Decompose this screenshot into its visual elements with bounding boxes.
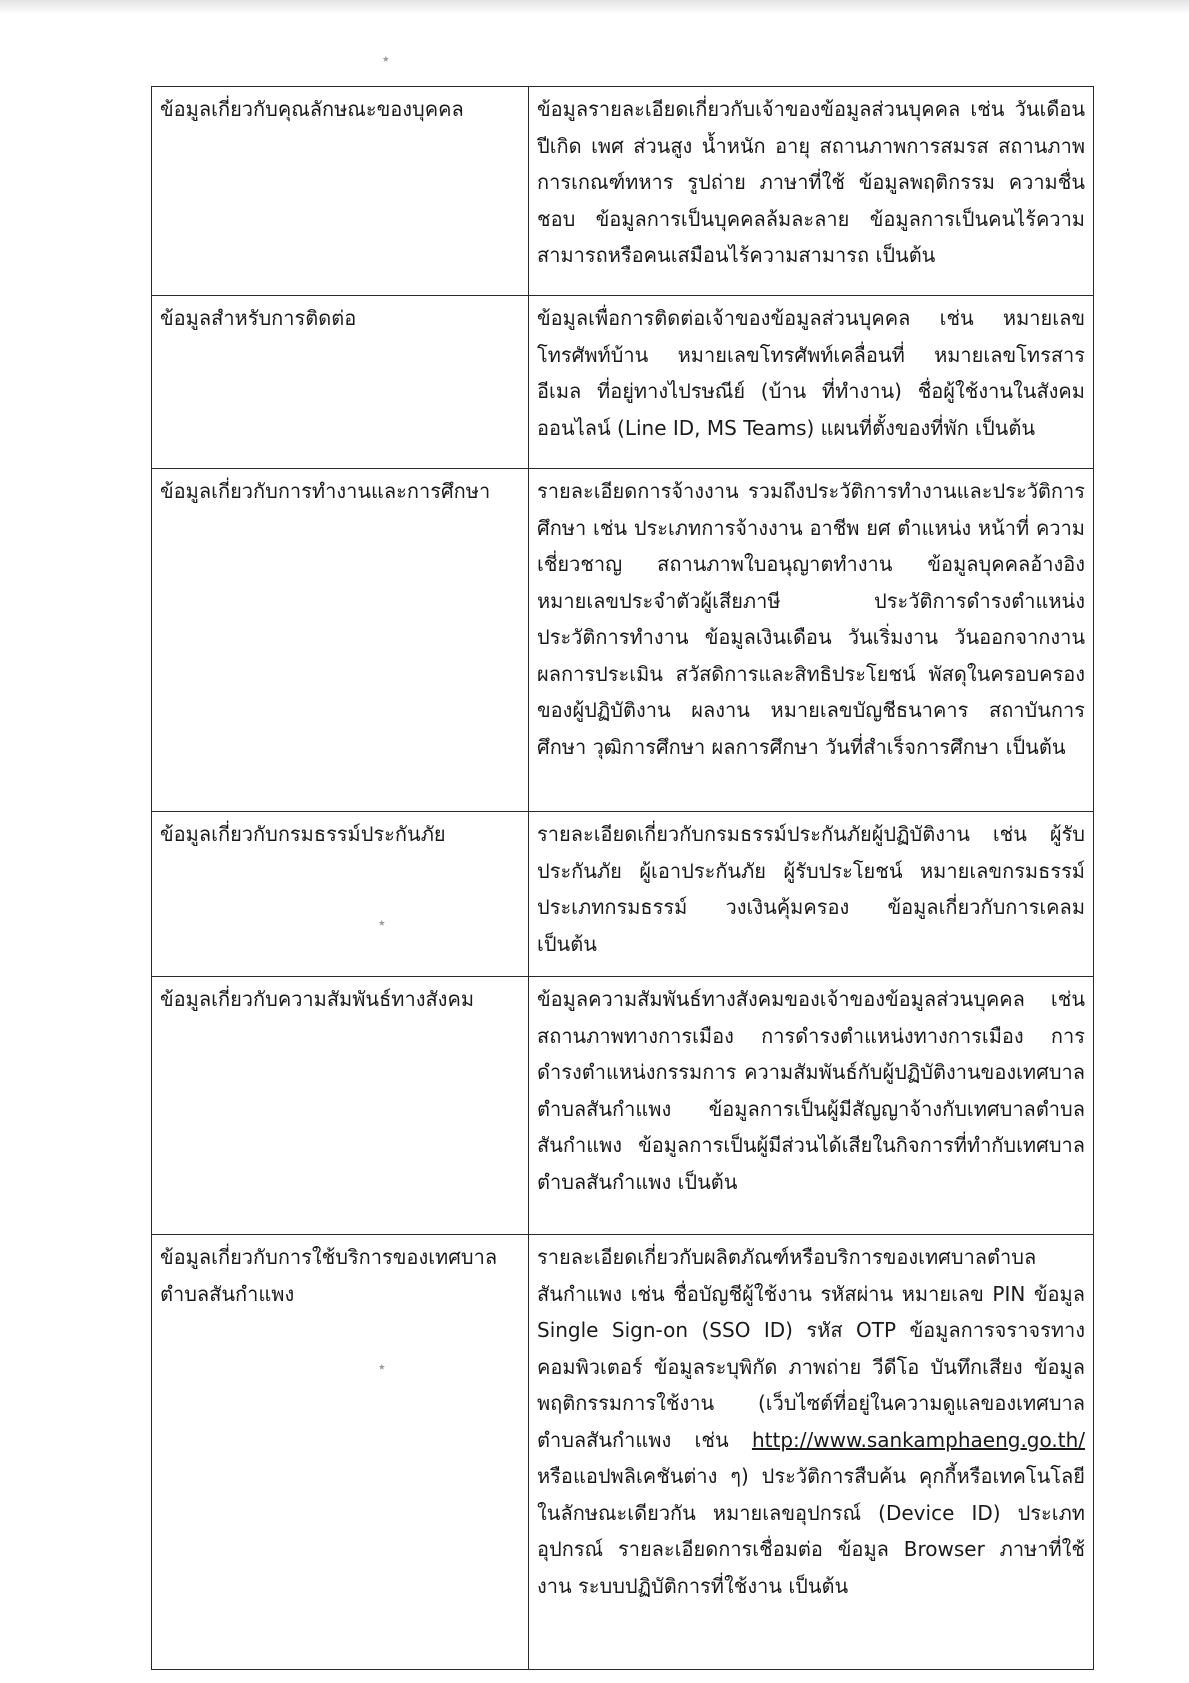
table-row: [152, 296, 1094, 469]
table-row: [152, 977, 1094, 1235]
description-cell: รายละเอียดการจ้างงาน รวมถึงประวัติการทำงานและประวัติการศึกษา เช่น ประเภทการจ้างงาน อาชีพ ยศ ตำแหน่ง หน้าที่ ความเชี่ยวชาญ สถานภาพใบอนุญาตทำงาน ข้อมูลบุคคลอ้างอิง หมายเลขประจำตัวผู้เสียภาษี ประวัติการดำรงตำแหน่ง ประวัติการทำงาน ข้อมูลเงินเดือน วันเริ่มงาน วันออกจากงาน ผลการประเมิน สวัสดิการและสิทธิประโยชน์ พัสดุในครอบครองของผู้ปฏิบัติงาน ผลงาน หมายเลขบัญชีธนาคาร สถาบันการศึกษา วุฒิการศึกษา ผลการศึกษา วันที่สำเร็จการศึกษา เป็นต้น: [529, 469, 1094, 812]
personal-data-table: [151, 86, 1094, 1670]
description-text: หรือแอปพลิเคชันต่าง ๆ) ประวัติการสืบค้น คุกกี้หรือเทคโนโลยีในลักษณะเดียวกัน หมายเลขอุปกรณ์ (Device ID) ประเภทอุปกรณ์ รายละเอียดการเชื่อมต่อ ข้อมูล Browser ภาษาที่ใช้งาน ระบบปฏิบัติการที่ใช้งาน เป็นต้น: [537, 1464, 1085, 1598]
category-cell: ข้อมูลสำหรับการติดต่อ: [152, 296, 529, 469]
description-cell: ข้อมูลรายละเอียดเกี่ยวกับเจ้าของข้อมูลส่วนบุคคล เช่น วันเดือนปีเกิด เพศ ส่วนสูง น้ำหนัก อายุ สถานภาพการสมรส สถานภาพ การเกณฑ์ทหาร รูปถ่าย ภาษาที่ใช้ ข้อมูลพฤติกรรม ความชื่นชอบ ข้อมูลการเป็นบุคคลล้มละลาย ข้อมูลการเป็นคนไร้ความสามารถหรือคนเสมือนไร้ความสามารถ เป็นต้น: [529, 87, 1094, 296]
description-cell: [529, 1235, 1094, 1670]
description-text: รายละเอียดเกี่ยวกับผลิตภัณฑ์หรือบริการของเทศบาลตำบลสันกำแพง เช่น ชื่อบัญชีผู้ใช้งาน รหัสผ่าน หมายเลข PIN ข้อมูล Single Sign-on (SSO ID) รหัส OTP ข้อมูลการจราจรทางคอมพิวเตอร์ ข้อมูลระบุพิกัด ภาพถ่าย วีดีโอ บันทึกเสียง ข้อมูลพฤติกรรมการใช้งาน (เว็บไซต์ที่อยู่ในความดูแลของเทศบาลตำบลสันกำแพง เช่น: [537, 1245, 1085, 1452]
website-link[interactable]: http://www.sankamphaeng.go.th/: [751, 1427, 1085, 1452]
scan-speck: ٭: [382, 51, 390, 67]
category-cell: ข้อมูลเกี่ยวกับการใช้บริการของเทศบาลตำบลสันกำแพง: [152, 1235, 529, 1670]
scan-speck: ٭: [378, 915, 386, 931]
scan-edge: [0, 0, 1189, 14]
table-row: [152, 812, 1094, 977]
category-cell: ข้อมูลเกี่ยวกับการทำงานและการศึกษา: [152, 469, 529, 812]
category-cell: ข้อมูลเกี่ยวกับความสัมพันธ์ทางสังคม: [152, 977, 529, 1235]
description-cell: รายละเอียดเกี่ยวกับกรมธรรม์ประกันภัยผู้ปฏิบัติงาน เช่น ผู้รับประกันภัย ผู้เอาประกันภัย ผู้รับประโยชน์ หมายเลขกรมธรรม์ ประเภทกรมธรรม์ วงเงินคุ้มครอง ข้อมูลเกี่ยวกับการเคลม เป็นต้น: [529, 812, 1094, 977]
category-cell: ข้อมูลเกี่ยวกับกรมธรรม์ประกันภัย: [152, 812, 529, 977]
table-row: [152, 87, 1094, 296]
table-row: [152, 469, 1094, 812]
description-cell: ข้อมูลความสัมพันธ์ทางสังคมของเจ้าของข้อมูลส่วนบุคคล เช่น สถานภาพทางการเมือง การดำรงตำแหน่งทางการเมือง การดำรงตำแหน่งกรรมการ ความสัมพันธ์กับผู้ปฏิบัติงานของเทศบาลตำบลสันกำแพง ข้อมูลการเป็นผู้มีสัญญาจ้างกับเทศบาลตำบลสันกำแพง ข้อมูลการเป็นผู้มีส่วนได้เสียในกิจการที่ทำกับเทศบาลตำบลสันกำแพง เป็นต้น: [529, 977, 1094, 1235]
scan-speck: ٭: [378, 1359, 386, 1375]
description-cell: ข้อมูลเพื่อการติดต่อเจ้าของข้อมูลส่วนบุคคล เช่น หมายเลขโทรศัพท์บ้าน หมายเลขโทรศัพท์เคลื่อนที่ หมายเลขโทรสาร อีเมล ที่อยู่ทางไปรษณีย์ (บ้าน ที่ทำงาน) ชื่อผู้ใช้งานในสังคมออนไลน์ (Line ID, MS Teams) แผนที่ตั้งของที่พัก เป็นต้น: [529, 296, 1094, 469]
category-cell: ข้อมูลเกี่ยวกับคุณลักษณะของบุคคล: [152, 87, 529, 296]
table-row: [152, 1235, 1094, 1670]
